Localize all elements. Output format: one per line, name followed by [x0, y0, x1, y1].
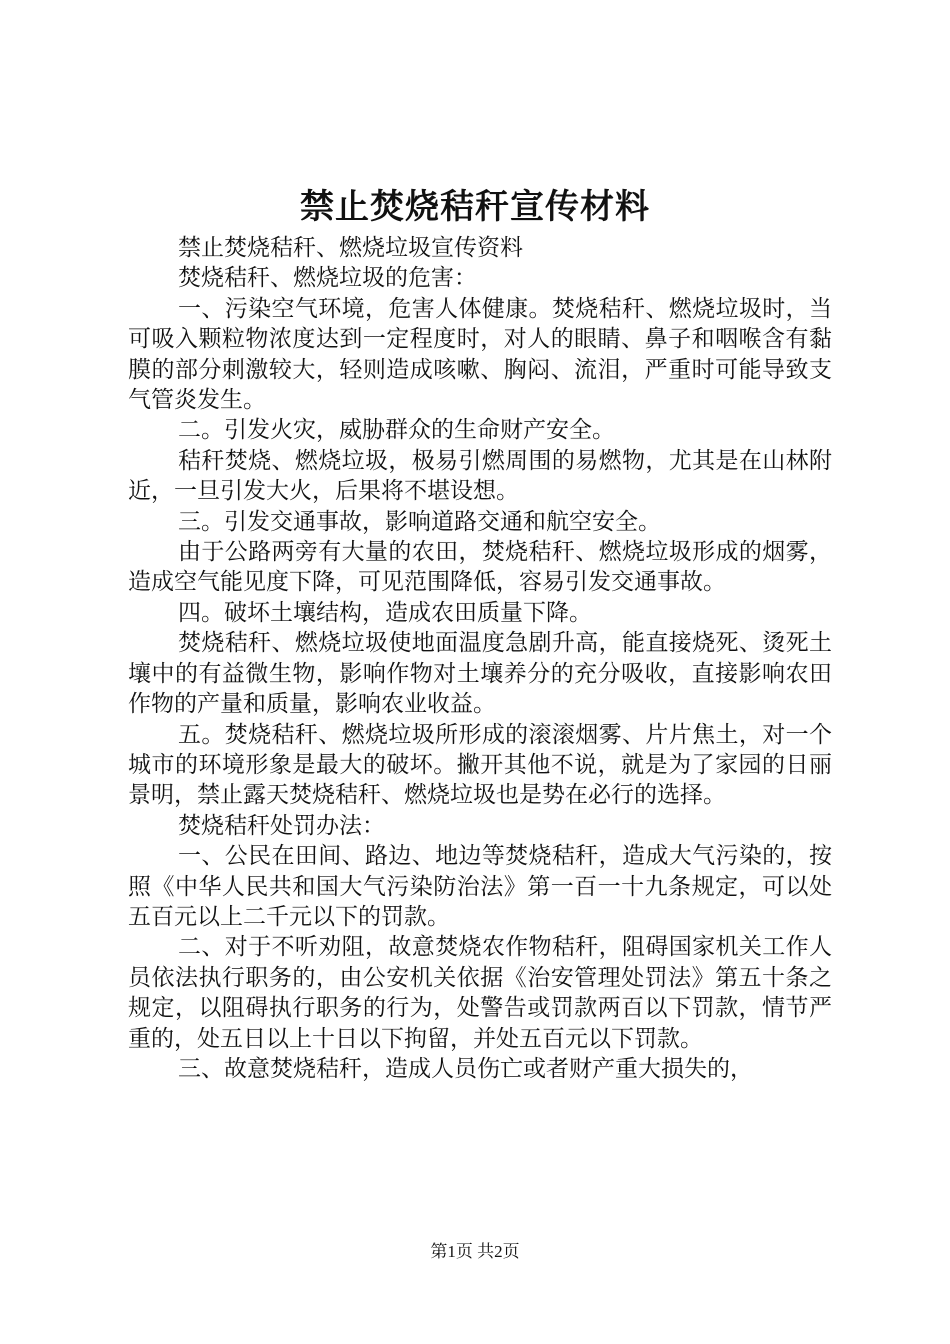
paragraph: 焚烧秸秆处罚办法： — [178, 812, 385, 839]
paragraph: 三。引发交通事故，影响道路交通和航空安全。 — [178, 508, 661, 535]
paragraph: 秸秆焚烧、燃烧垃圾，极易引燃周围的易燃物，尤其是在山林附近，一旦引发大火，后果将不堪设想。 — [128, 447, 832, 505]
paragraph: 三、故意焚烧秸秆，造成人员伤亡或者财产重大损失的， — [178, 1055, 753, 1082]
paragraph: 四。破坏土壤结构，造成农田质量下降。 — [178, 599, 592, 626]
paragraph: 一、公民在田间、路边、地边等焚烧秸秆，造成大气污染的，按照《中华人民共和国大气污染防治法》第一百一十九条规定，可以处五百元以上二千元以下的罚款。 — [128, 843, 832, 930]
paragraph: 禁止焚烧秸秆、燃烧垃圾宣传资料 — [178, 235, 523, 261]
paragraph: 由于公路两旁有大量的农田，焚烧秸秆、燃烧垃圾形成的烟雾，造成空气能见度下降，可见范围降低，容易引发交通事故。 — [128, 539, 832, 596]
paragraph: 焚烧秸秆、燃烧垃圾的危害： — [178, 265, 477, 292]
paragraph: 焚烧秸秆、燃烧垃圾使地面温度急剧升高，能直接烧死、烫死土壤中的有益微生物，影响作物对土壤养分的充分吸收，直接影响农田作物的产量和质量，影响农业收益。 — [128, 630, 832, 718]
paragraph: 二。引发火灾，威胁群众的生命财产安全。 — [178, 417, 615, 444]
paragraph: 二、对于不听劝阻，故意焚烧农作物秸秆，阻碍国家机关工作人员依法执行职务的，由公安机关依据《治安管理处罚法》第五十条之规定，以阻碍执行职务的行为，处警告或罚款两百以下罚款，情节严重的，处五日以上十日以下拘留，并处五百元以下罚款。 — [128, 934, 832, 1052]
paragraph: 一、污染空气环境，危害人体健康。焚烧秸秆、燃烧垃圾时，当可吸入颗粒物浓度达到一定程度时，对人的眼睛、鼻子和咽喉含有黏膜的部分刺激较大，轻则造成咳嗽、胸闷、流泪，严重时可能导致支气管炎发生。 — [128, 295, 832, 414]
document-body — [128, 233, 832, 1084]
page-number-footer: 第1页 共2页 — [430, 1242, 520, 1261]
document-title: 禁止焚烧秸秆宣传材料 — [300, 187, 650, 227]
paragraph: 五。焚烧秸秆、燃烧垃圾所形成的滚滚烟雾、片片焦土，对一个城市的环境形象是最大的破坏。撇开其他不说，就是为了家园的日丽景明，禁止露天焚烧秸秆、燃烧垃圾也是势在必行的选择。 — [128, 721, 832, 809]
